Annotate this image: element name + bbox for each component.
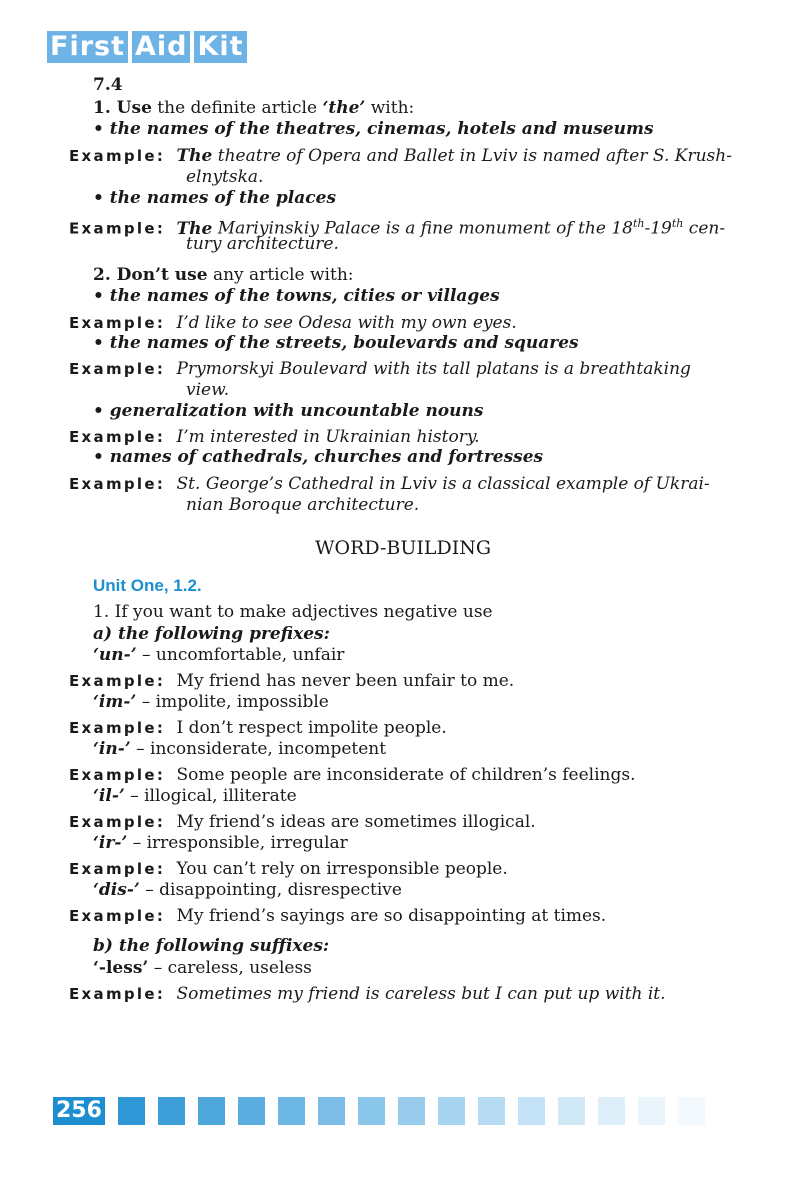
prefix-line [93,692,329,713]
example-text: I’m interested in Ukrainian history. [176,427,480,447]
rule-2-text: any article with: [207,265,354,285]
example-bold: The [176,146,213,166]
footer-square [278,1097,305,1125]
example-continuation: tury architecture. [186,234,339,254]
example-text: Mariyinskiy Palace is a fine monument of the 18 [212,218,633,239]
prefix-line [93,786,297,807]
bullet-item: • the names of the streets, boulevards and squares [93,333,579,353]
footer-square [638,1097,665,1125]
footer-square [478,1097,505,1125]
example-text: My friend’s ideas are sometimes illogical. [176,812,536,832]
suffix-line [93,958,312,979]
example-text: -19 [644,218,672,239]
prefix-line [93,833,348,854]
bullet-item: • the names of the places [93,188,337,208]
rule-1-article: ‘the’ [322,98,366,118]
footer-square [598,1097,625,1125]
superscript: th [632,217,645,230]
intro-text: 1. If you want to make adjectives negative use [93,602,493,622]
footer-square [438,1097,465,1125]
footer-square [238,1097,265,1125]
example-line [69,718,447,739]
example-label: Example: [69,985,166,1003]
prefix: ‘ir-’ [93,833,128,853]
footer-square [318,1097,345,1125]
example-text: St. George’s Cathedral in Lviv is a classical example of Ukrai- [176,474,710,494]
footer-square [198,1097,225,1125]
prefix: ‘dis-’ [93,880,140,900]
footer-square [678,1097,705,1125]
prefix-words: – irresponsible, irregular [127,833,348,853]
section-title: WORD-BUILDING [315,537,492,559]
example-line [69,146,732,167]
section-number: 7.4 [93,75,123,95]
subheading-prefixes: a) the following prefixes: [93,624,330,644]
header-word: First [47,31,128,63]
example-label: Example: [69,314,166,332]
prefix-line [93,645,344,666]
superscript: th [671,217,684,230]
example-label: Example: [69,672,166,690]
prefix-words: – inconsiderate, incompetent [130,739,387,759]
example-label: Example: [69,766,166,784]
example-line [69,765,636,786]
prefix-words: – uncomfortable, unfair [136,645,345,665]
example-line [69,427,480,448]
example-text: My friend has never been unfair to me. [176,671,515,691]
example-line [69,671,514,692]
footer-square [158,1097,185,1125]
header-word: Kit [194,31,246,63]
footer-square [558,1097,585,1125]
bullet-item: • generalization with uncountable nouns [93,401,484,421]
example-line [69,474,710,495]
bullet-item: • the names of the towns, cities or villages [93,286,500,306]
rule-2-verb: Don’t use [116,265,208,285]
example-continuation: view. [186,380,230,400]
example-line [69,359,691,380]
example-label: Example: [69,475,166,493]
example-label: Example: [69,147,166,165]
example-text: You can’t rely on irresponsible people. [176,859,508,879]
example-label: Example: [69,813,166,831]
suffix: ‘-less’ [93,958,149,978]
example-line [69,213,725,240]
example-text: cen- [683,218,726,239]
example-line [69,859,508,880]
rule-1-number: 1. [93,98,117,118]
rule-2 [93,265,354,286]
rule-1-end: with: [365,98,415,118]
example-text: Sometimes my friend is careless but I can put up with it. [176,984,666,1004]
bullet-item: • the names of the theatres, cinemas, hotels and museums [93,119,654,139]
prefix: ‘il-’ [93,786,125,806]
chapter-header [47,31,251,63]
example-text: My friend’s sayings are so disappointing at times. [176,906,607,926]
example-label: Example: [69,360,166,378]
page-footer [53,1097,705,1125]
example-label: Example: [69,719,166,737]
example-continuation: nian Boroque architecture. [186,495,420,515]
rule-1 [93,98,414,119]
page-number: 256 [53,1097,105,1125]
example-line [69,812,536,833]
footer-square [398,1097,425,1125]
footer-square [518,1097,545,1125]
example-text: I don’t respect impolite people. [176,718,447,738]
rule-2-number: 2. [93,265,117,285]
unit-heading: Unit One, 1.2. [93,576,202,595]
example-line [69,906,606,927]
rule-1-text: the definite article [151,98,323,118]
example-text: Some people are inconsiderate of children’s feelings. [176,765,636,785]
example-text: theatre of Opera and Ballet in Lviv is named after S. Krush- [212,146,732,166]
example-line [69,984,666,1005]
prefix-line [93,739,386,760]
prefix: ‘un-’ [93,645,137,665]
bullet-item: • names of cathedrals, churches and fortresses [93,447,544,467]
example-label: Example: [69,907,166,925]
example-bold: The [176,218,213,239]
subheading-suffixes: b) the following suffixes: [93,936,330,956]
header-word: Aid [132,31,190,63]
prefix-words: – impolite, impossible [136,692,329,712]
example-text: I’d like to see Odesa with my own eyes. [176,313,517,333]
example-text: Prymorskyi Boulevard with its tall platans is a breathtaking [176,359,691,379]
prefix-line [93,880,402,901]
example-line [69,313,517,334]
prefix-words: – illogical, illiterate [124,786,297,806]
suffix-words: – careless, useless [148,958,312,978]
prefix: ‘im-’ [93,692,137,712]
example-label: Example: [69,860,166,878]
prefix-words: – disappointing, disrespective [139,880,402,900]
prefix: ‘in-’ [93,739,131,759]
example-label: Example: [69,428,166,446]
footer-square [118,1097,145,1125]
rule-1-verb: Use [116,98,152,118]
example-continuation: elnytska. [186,167,264,187]
example-label: Example: [69,219,166,238]
footer-square [358,1097,385,1125]
